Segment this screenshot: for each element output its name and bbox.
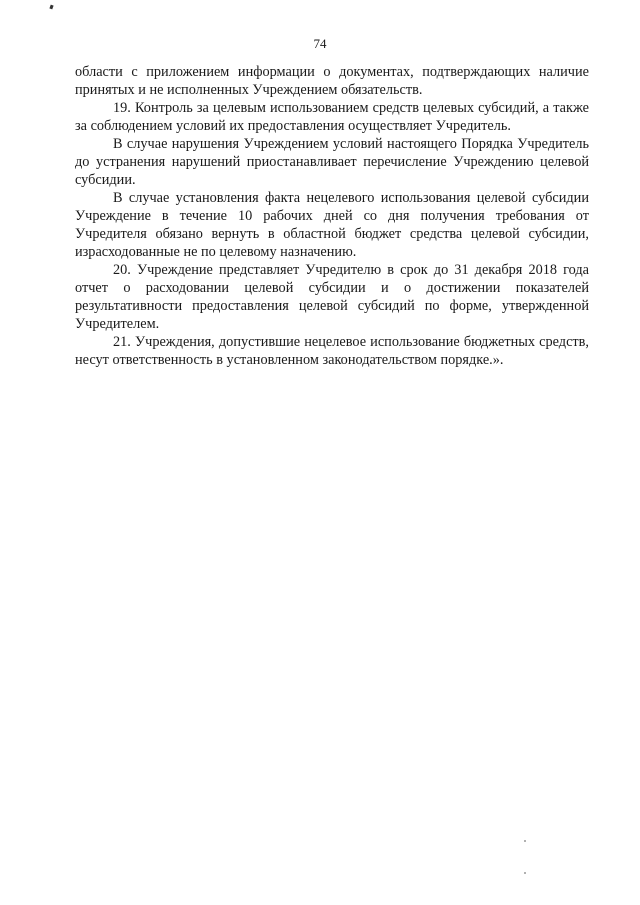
paragraph-21: 21. Учреждения, допустившие нецелевое использование бюджетных средств, несут ответственность в установленном законодательством порядке.».: [75, 334, 589, 368]
paragraph-continuation: области с приложением информации о документах, подтверждающих наличие принятых и не исполненных Учреждением обязательств.: [75, 64, 589, 98]
paragraph-19: 19. Контроль за целевым использованием средств целевых субсидий, а также за соблюдением условий их предоставления осуществляет Учредитель.: [75, 100, 589, 134]
paragraph-violation: В случае нарушения Учреждением условий настоящего Порядка Учредитель до устранения нарушений приостанавливает перечисление Учреждению целевой субсидии.: [75, 136, 589, 188]
scan-speck: [524, 840, 526, 842]
page-number: 74: [313, 36, 327, 51]
document-body: [75, 63, 589, 369]
scan-speck: [524, 872, 526, 874]
paragraph-misuse-return: В случае установления факта нецелевого использования целевой субсидии Учреждение в течение 10 рабочих дней со дня получения требования от Учредителя обязано вернуть в областной бюджет средства целевой субсидии, израсходованные не по целевому назначению.: [75, 190, 589, 260]
paragraph-20: 20. Учреждение представляет Учредителю в срок до 31 декабря 2018 года отчет о расходовании целевой субсидии и о достижении показателей результативности предоставления целевой субсидий по форме, утвержденной Учредителем.: [75, 262, 589, 332]
scan-mark: [49, 5, 53, 10]
